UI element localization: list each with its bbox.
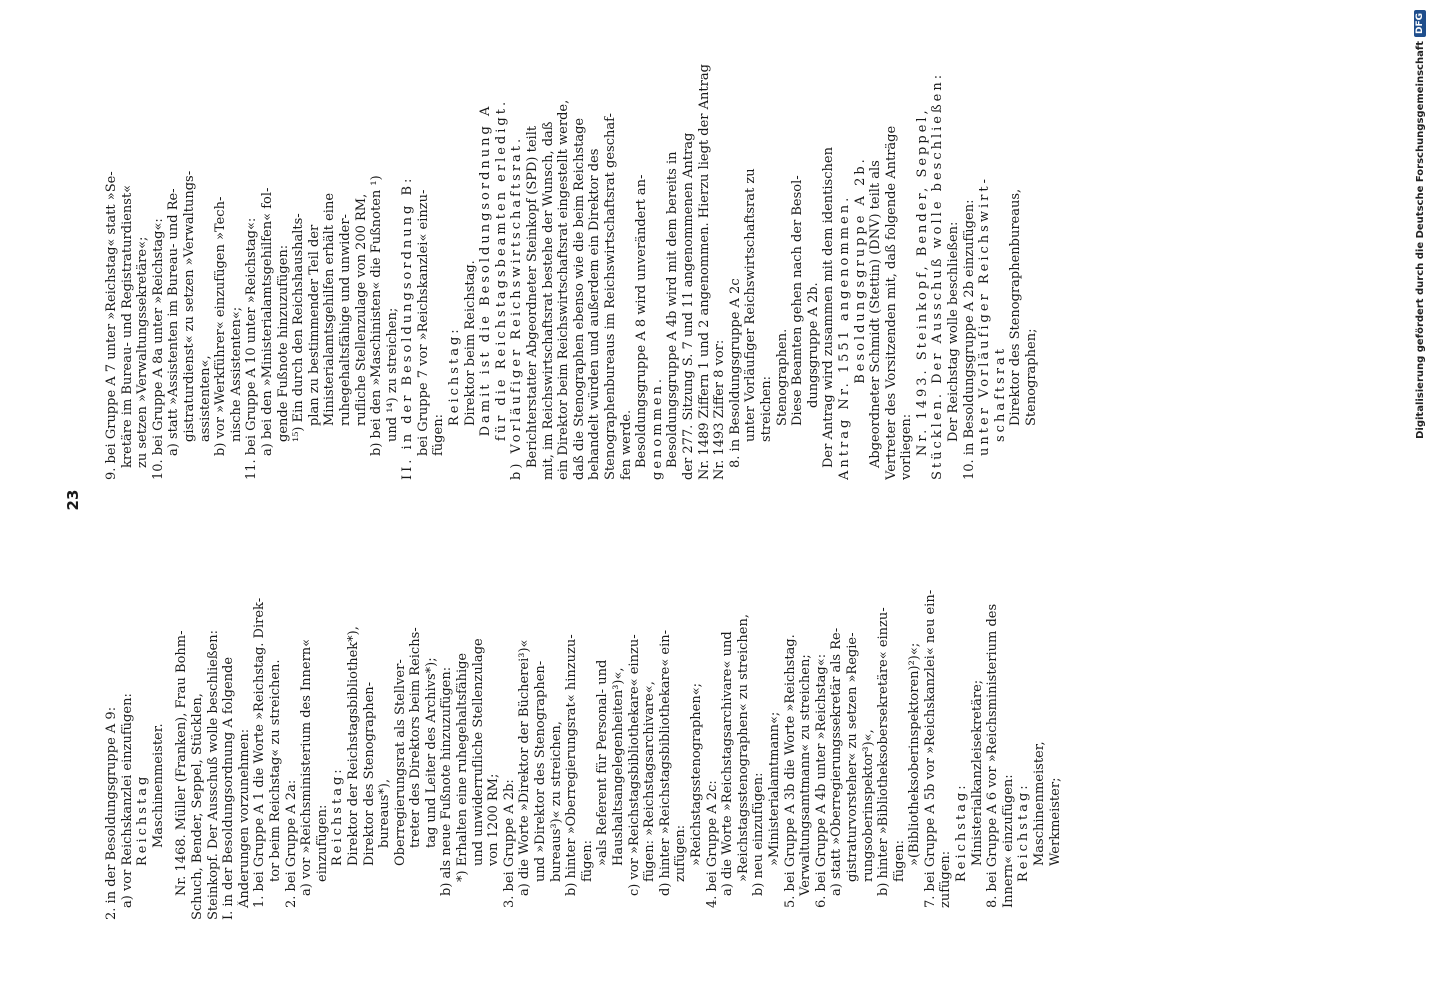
text-line: rungsoberinspektor³)«, [860,729,876,882]
text-line: plan zu bestimmender Teil der [306,224,322,426]
text-line: Werkmeister; [1047,777,1063,866]
text-line: und ¹⁴) zu streichen; [384,307,400,442]
text-line: 4. bei Gruppe A 2c: [704,780,720,908]
text-line: von 1200 RM; [486,773,502,866]
text-line: 11. bei Gruppe A 10 unter »Reichstag«: [244,217,260,480]
text-line: c) vor »Reichstagsbibliothekare« einzu- [626,634,642,896]
text-line: *) Erhalten eine ruhegehaltsfähige [455,652,471,882]
text-line: fügen: »Reichstagsarchivare«, [642,681,658,882]
text-line: Berichterstatter Abgeordneter Steinkopf (SPD) teilt [525,125,541,468]
text-line: b) bei den »Maschinisten« die Fußnoten ¹) [369,175,385,456]
text-line: für die Reichstagsbeamten erledigt. [493,98,509,442]
text-line: 9. bei Gruppe A 7 unter »Reichstag« statt »Se- [104,171,119,480]
text-line: Schuch, Bender, Seppel, Stücklen, [189,693,205,920]
text-line: Steinkopf. Der Ausschuß wolle beschließen: [205,630,221,920]
text-line: treter des Direktors beim Reichs- [408,627,424,848]
right-text-column [104,60,1040,480]
text-line: 3. bei Gruppe A 2b: [501,779,517,908]
text-line: Direktor beim Reichstag. [462,260,478,426]
text-line: Stücklen. Der Ausschuß wolle beschließen: [930,71,946,480]
text-line: Direktor des Stenographen- [361,681,377,866]
text-line: mit, im Reichswirtschaftsrat bestehe der Wunsch, daß [540,121,556,480]
text-line: Innern« einzufügen: [1000,774,1016,908]
text-line: Besoldungsgruppe A 2b. [852,156,868,384]
text-line: 2. in der Besoldungsgruppe A 9: [104,706,119,920]
text-line: Maschinenmeister. [150,723,166,848]
text-line: a) vor »Reichsministerium des Innern« [299,638,315,896]
text-line: 6. bei Gruppe A 4b unter »Reichstag«: [813,653,829,908]
text-line: kretäre im Bureau- und Registraturdienst« [119,184,135,468]
text-line: d) hinter »Reichstagsbibliothekare« ein- [657,629,673,896]
text-line: rufliche Stellenzulage von 200 RM, [353,193,369,426]
text-line: fügen: [431,414,447,456]
text-line: a) vor Reichskanzlei einzufügen: [119,693,135,908]
text-line: Stenographen; [1024,328,1040,426]
text-line: b) hinter »Bibliotheksobersekretäre« einzu- [876,607,892,896]
dfg-logo: DFG [1414,10,1426,37]
text-line: tag und Leiter des Archivs*); [423,657,439,848]
text-line: unter Vorläufiger Reichswirt- [977,176,993,456]
text-line: »Reichstagsstenographen«; [688,682,704,866]
text-line: b) als neue Fußnote hinzuzufügen: [439,666,455,896]
text-line: Der Antrag wird zusammen mit dem identischen [821,147,837,468]
text-line: Maschinenmeister, [1032,741,1048,866]
text-line: ¹⁵) Ein durch den Reichshaushalts- [291,213,307,442]
text-line: ein Direktor beim Reichswirtschaftsrat eingestellt werde, [556,99,572,480]
text-line: Besoldungsgruppe A 4b wird mit dem bereits in [665,151,681,468]
text-line: a) statt »Assistenten im Bureau- und Re- [166,188,182,456]
text-line: fügen: [891,840,907,882]
text-line: behandelt würden und außerdem ein Direktor des [587,148,603,480]
text-line: Der Reichstag wolle beschließen: [946,221,962,442]
text-line: dungsgruppe A 2b. [805,282,821,408]
text-line: zu setzen »Verwaltungssekretäre«; [135,236,151,468]
text-line: Besoldungsgruppe A 8 wird unverändert an- [634,174,650,468]
text-line: II. in der Besoldungsordnung B: [400,175,416,480]
text-line: Stenographenbureaus im Reichswirtschaftsrat geschaf- [603,113,618,480]
text-line: Damit ist die Besoldungsordnung A [478,103,494,437]
text-line: bureaus³)« zu streichen, [548,721,564,882]
text-line: 10. bei Gruppe A 8a unter »Reichstag«: [150,218,166,480]
text-line: Nr. 1489 Ziffern 1 und 2 angenommen. Hierzu liegt der Antrag [696,64,712,480]
text-line: Ministerialamtsgehilfen erhält eine [322,192,338,426]
text-line: Verwaltungsamtmann« zu streichen; [798,654,814,896]
text-line: a) statt »Oberregierungssekretär als Re- [829,627,845,896]
text-line: Reichstag: [330,766,346,866]
text-line: bureaus*), [377,778,393,848]
text-line: streichen: [758,375,774,442]
text-line: und unwiderrufliche Stellenzulage [470,638,486,866]
text-line: »als Referent für Personal- und [595,659,611,866]
text-line: Diese Beamten gehen nach der Besol- [790,175,806,426]
text-line: 8. in Besoldungsgruppe A 2c [727,278,743,468]
funding-note: Digitalisierung gefördert durch die Deutsche Forschungsgemeinschaft [1414,41,1426,439]
funding-sidebar [1410,10,1430,990]
text-line: Abgeordneter Schmidt (Stettin) (DNV) teilt als [868,160,884,468]
text-line: daß die Stenographen ebenso wie die beim Reichstage [571,117,587,480]
text-line: Nr. 1468. Müller (Franken), Frau Bohm- [174,630,190,896]
text-line: »Reichstagsstenographen« zu streichen, [735,614,751,882]
text-line: a) bei den »Ministerialamtsgehilfen« fol- [259,187,275,456]
text-line: 10. in Besoldungsgruppe A 2b einzufügen: [961,199,977,480]
text-line: einzufügen: [314,804,330,882]
text-line: ruhegehaltsfähige und unwider- [337,214,353,426]
text-line: Direktor der Reichstagsbibliothek*), [345,626,361,866]
text-line: Haushaltsangelegenheiten³)«, [611,667,626,866]
text-line: Vertreter des Vorsitzenden mit, daß folgende Anträge [883,125,899,480]
text-line: b) Vorläufiger Reichswirtschaftsrat. [509,135,525,480]
text-line: Änderungen vorzunehmen: [236,728,252,908]
text-line: fen werde. [618,409,634,480]
text-line: 5. bei Gruppe A 3b die Worte »Reichstag. [782,634,798,908]
text-line: 8. bei Gruppe A 6 vor »Reichsministerium des [985,603,1001,908]
text-line: gistraturvorsteher« zu setzen »Regie- [844,632,860,882]
text-line: gende Fußnote hinzuzufügen: [275,244,291,442]
text-line: Antrag Nr. 1551 angenommen. [836,194,852,480]
text-line: Direktor des Stenographenbureaus, [1008,188,1024,426]
text-line: b) neu einzufügen: [751,772,767,896]
text-line: 2. bei Gruppe A 2a: [283,779,299,908]
text-line: a) die Worte »Direktor der Bücherei³)« [517,639,533,896]
text-line: b) hinter »Oberregierungsrat« hinzuzu- [564,634,580,896]
text-line: Reichstag [135,773,151,866]
rotated-document-page [50,20,1390,980]
text-line: zufügen: [673,824,689,882]
text-line: b) vor »Werkführer« einzufügen »Tech- [213,196,229,456]
text-line: Stenographen. [774,328,790,426]
text-line: gistraturdienst« zu setzen »Verwaltungs- [181,170,197,442]
text-line: Reichstag: [447,326,463,426]
text-line: und »Direktor des Stenographen- [533,660,549,882]
text-line: Oberregierungsrat als Stellver- [392,659,408,866]
text-line: I. in der Besoldungsordnung A folgende [221,656,237,920]
text-line: Nr. 1493. Steinkopf, Bender, Seppel, [914,107,930,456]
text-line: »Ministerialamtmann«; [766,711,782,866]
text-line: bei Gruppe 7 vor »Reichskanzlei« einzu- [415,189,431,456]
text-line: fügen: [579,840,595,882]
text-line: genommen. [649,375,665,480]
text-line: a) die Worte »Reichstagsarchivare« und [720,631,736,896]
text-line: 1. bei Gruppe A 1 die Worte »Reichstag. Direk- [252,597,268,908]
text-line: tor beim Reichstag« zu streichen. [267,659,283,882]
text-line: nische Assistenten«; [228,306,244,442]
text-line: assistenten«, [197,355,213,442]
text-line: »(Bibliotheksoberinspektoren)²)«; [907,642,923,866]
text-line: unter Vorläufiger Reichswirtschaftsrat zu [743,168,759,442]
text-line: Reichstag: [954,782,970,882]
left-text-column [104,500,1063,920]
text-line: Ministerialkanzleisekretäre; [969,679,985,866]
text-line: 7. bei Gruppe A 5b vor »Reichskanzlei« neu ein- [922,589,938,908]
text-line: vorliegen: [899,413,915,480]
text-line: der 277. Sitzung S. 7 und 11 angenommenen Antrag [680,132,696,480]
text-line: zufügen: [938,850,954,908]
text-line: Reichstag: [1016,782,1032,882]
text-line: Nr. 1493 Ziffer 8 vor: [712,339,728,480]
text-line: schaftsrat [992,346,1008,442]
page-number: 23 [64,489,82,511]
